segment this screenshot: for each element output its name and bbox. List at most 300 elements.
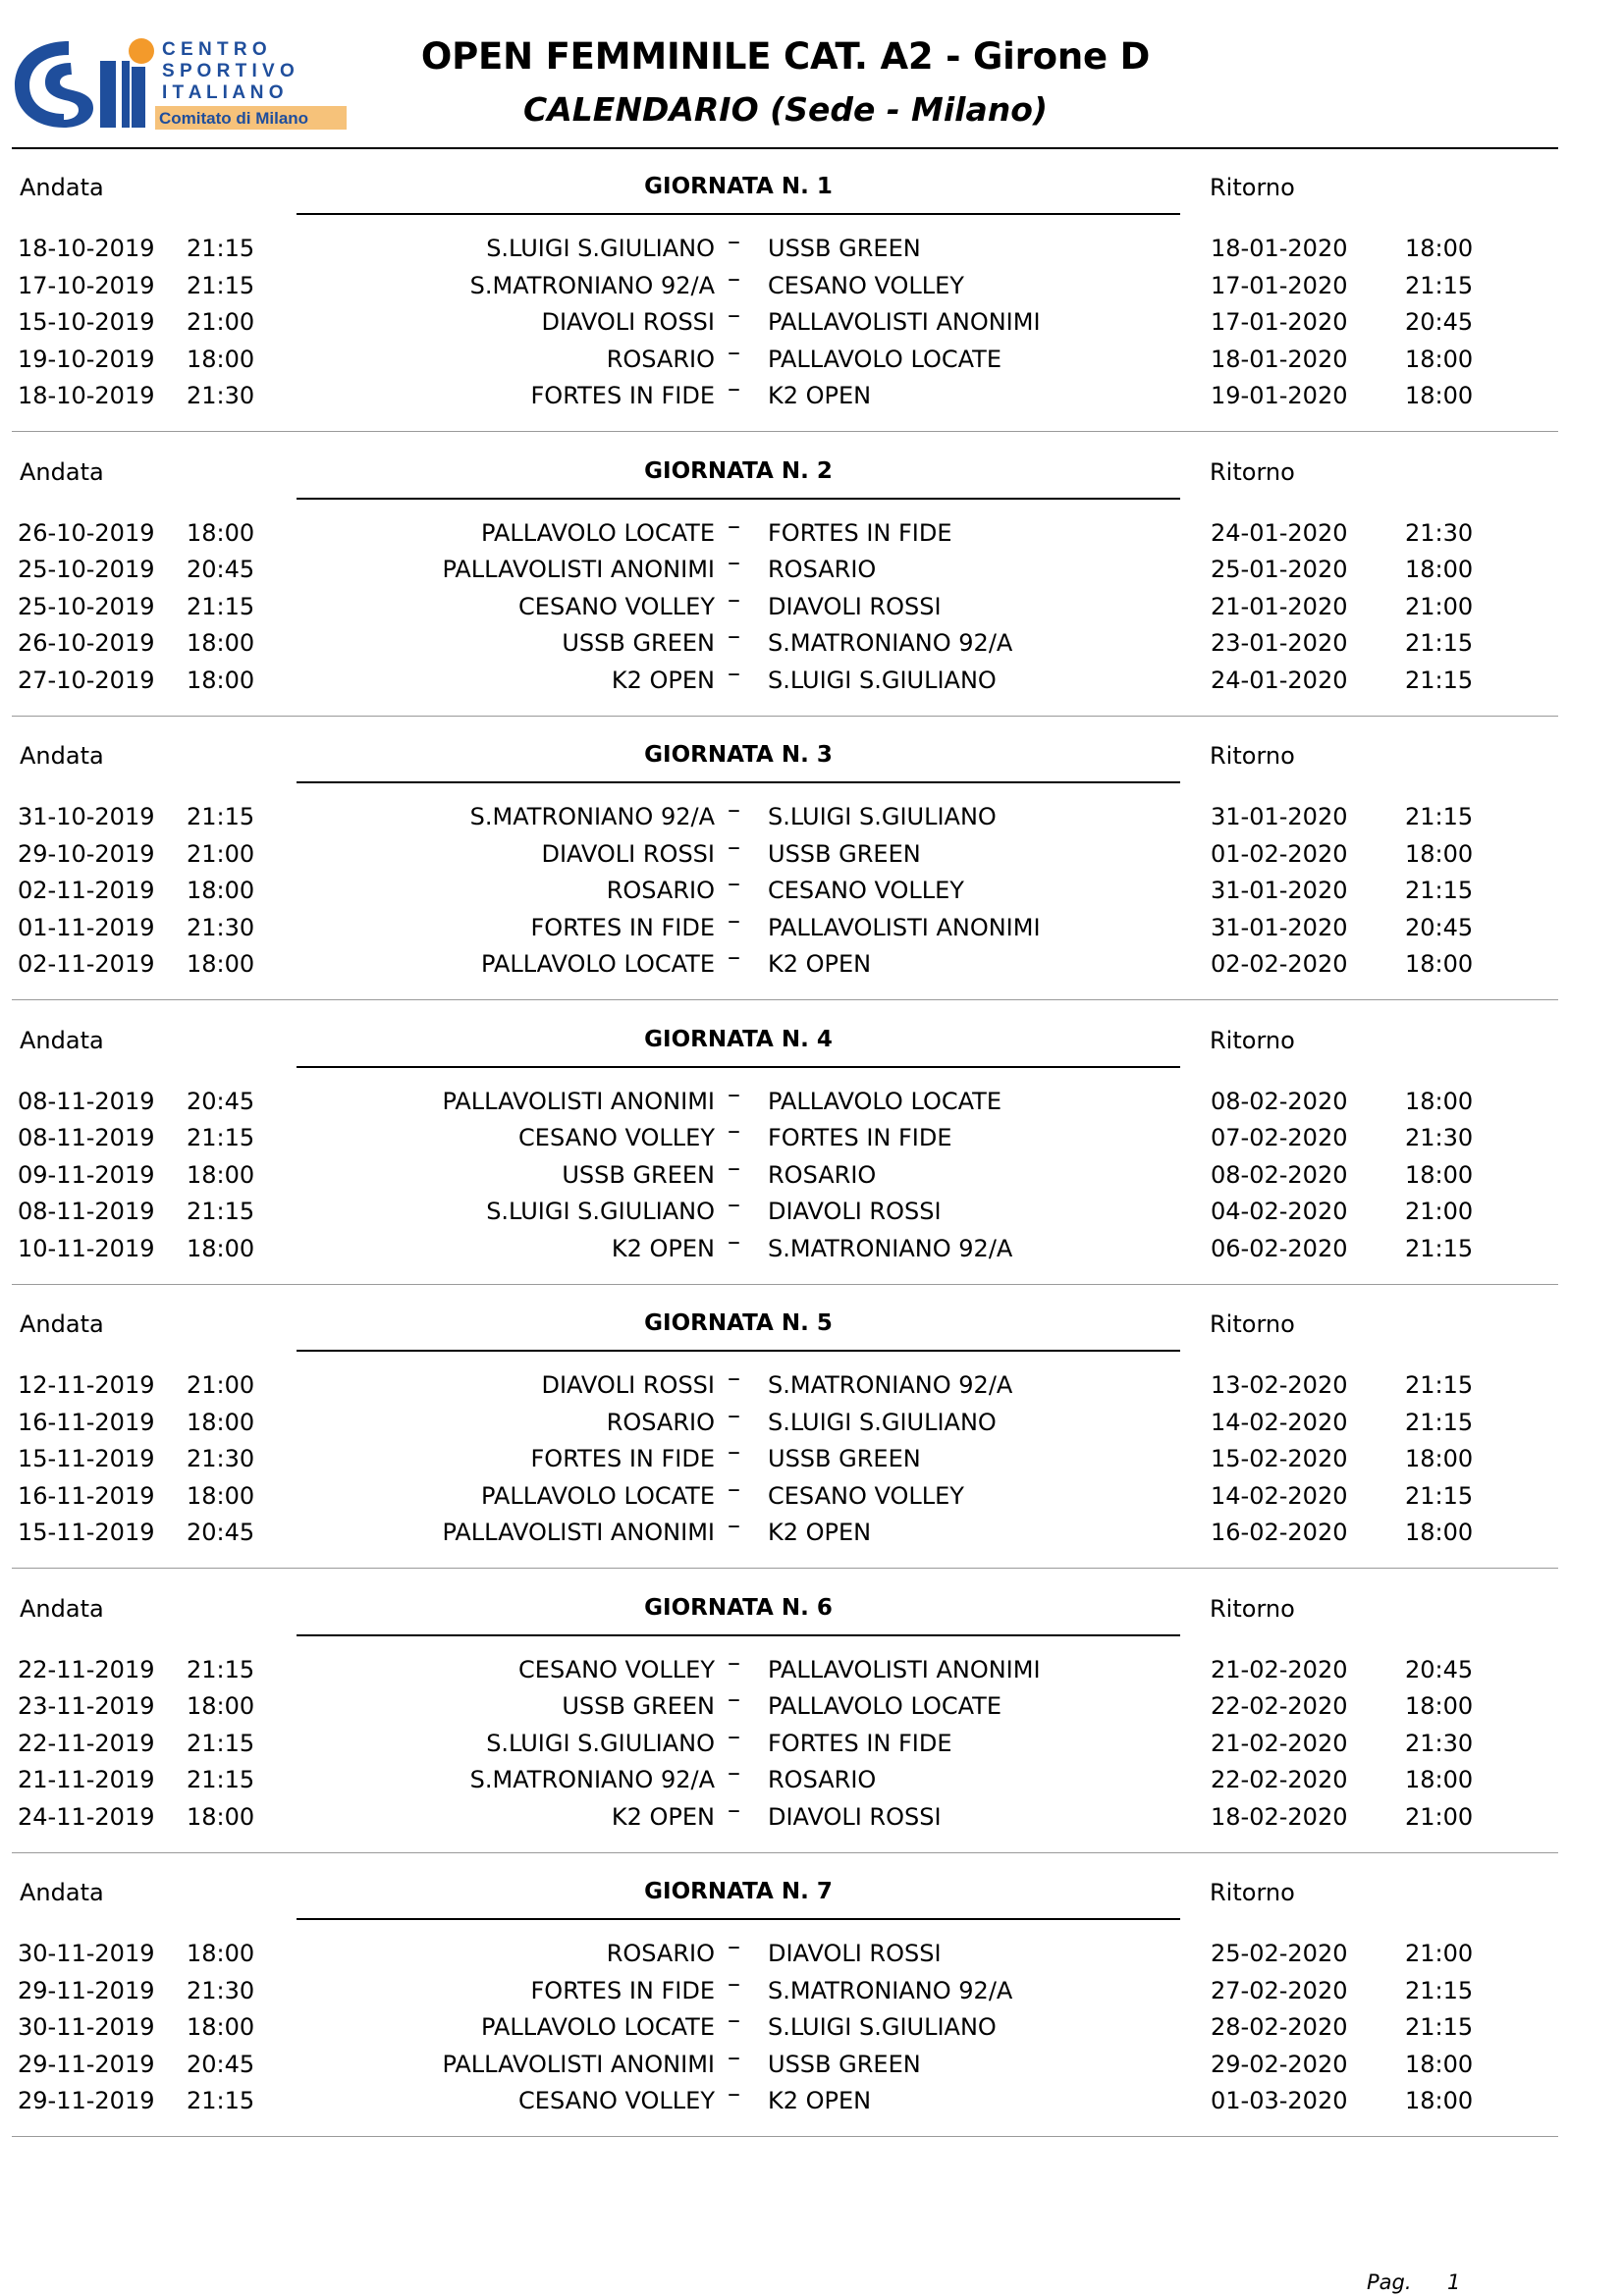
- return-leg-date: 08-02-2020: [1211, 1160, 1348, 1189]
- ritorno-label: Ritorno: [1210, 1594, 1295, 1623]
- match-row: [0, 227, 1623, 271]
- away-team: S.LUIGI S.GIULIANO: [768, 803, 997, 830]
- home-team: PALLAVOLISTI ANONIMI: [442, 1519, 715, 1547]
- match-row: [0, 548, 1623, 592]
- return-leg-time: 18:00: [1405, 1692, 1474, 1721]
- vs-dash: –: [728, 374, 740, 404]
- first-leg-date: 29-11-2019: [18, 1976, 155, 2004]
- home-team: ROSARIO: [606, 877, 715, 905]
- away-team: PALLAVOLISTI ANONIMI: [768, 913, 1041, 941]
- first-leg-date: 29-11-2019: [18, 2050, 155, 2078]
- return-leg-time: 21:15: [1405, 666, 1474, 694]
- vs-dash: –: [728, 658, 740, 688]
- vs-dash: –: [728, 1758, 740, 1789]
- match-row: [0, 658, 1623, 703]
- return-leg-date: 04-02-2020: [1211, 1198, 1348, 1226]
- return-leg-time: 18:00: [1405, 2050, 1474, 2078]
- match-row: [0, 621, 1623, 666]
- first-leg-time: 18:00: [187, 877, 255, 905]
- round-title: GIORNATA N. 6: [644, 1594, 833, 1621]
- vs-dash: –: [728, 1363, 740, 1393]
- first-leg-time: 18:00: [187, 1692, 255, 1721]
- first-leg-date: 18-10-2019: [18, 382, 155, 410]
- round-1: [0, 148, 1623, 431]
- return-leg-date: 25-02-2020: [1211, 1940, 1348, 1967]
- match-row: [0, 1400, 1623, 1445]
- return-leg-time: 21:00: [1405, 592, 1474, 620]
- away-team: FORTES IN FIDE: [768, 1729, 952, 1757]
- vs-dash: –: [728, 263, 740, 294]
- first-leg-date: 25-10-2019: [18, 556, 155, 584]
- home-team: FORTES IN FIDE: [530, 1976, 715, 2004]
- return-leg-date: 22-02-2020: [1211, 1692, 1348, 1721]
- return-leg-date: 17-01-2020: [1211, 308, 1348, 337]
- andata-label: Andata: [20, 1026, 104, 1054]
- return-leg-date: 21-02-2020: [1211, 1655, 1348, 1683]
- vs-dash: –: [728, 1473, 740, 1504]
- home-team: K2 OPEN: [611, 1802, 715, 1831]
- round-4: [0, 1001, 1623, 1284]
- match-row: [0, 1363, 1623, 1408]
- return-leg-date: 13-02-2020: [1211, 1371, 1348, 1399]
- away-team: S.MATRONIANO 92/A: [768, 1371, 1013, 1399]
- away-team: S.LUIGI S.GIULIANO: [768, 1408, 997, 1436]
- return-leg-date: 27-02-2020: [1211, 1976, 1348, 2004]
- first-leg-date: 09-11-2019: [18, 1160, 155, 1189]
- round-separator: [12, 2136, 1558, 2137]
- return-leg-date: 21-01-2020: [1211, 592, 1348, 620]
- first-leg-date: 30-11-2019: [18, 2013, 155, 2042]
- return-leg-time: 21:15: [1405, 1976, 1474, 2004]
- vs-dash: –: [728, 621, 740, 652]
- home-team: FORTES IN FIDE: [530, 382, 715, 410]
- match-row: [0, 1684, 1623, 1729]
- match-row: [0, 1116, 1623, 1160]
- round-2: [0, 433, 1623, 716]
- away-team: USSB GREEN: [768, 235, 921, 262]
- round-5: [0, 1285, 1623, 1568]
- round-6: [0, 1570, 1623, 1852]
- first-leg-date: 08-11-2019: [18, 1198, 155, 1226]
- away-team: USSB GREEN: [768, 1445, 921, 1473]
- return-leg-time: 18:00: [1405, 556, 1474, 584]
- andata-label: Andata: [20, 457, 104, 486]
- return-leg-date: 18-01-2020: [1211, 235, 1348, 262]
- home-team: S.LUIGI S.GIULIANO: [486, 1198, 715, 1226]
- return-leg-time: 21:15: [1405, 877, 1474, 905]
- return-leg-date: 18-02-2020: [1211, 1802, 1348, 1831]
- vs-dash: –: [728, 942, 740, 973]
- round-3: [0, 717, 1623, 999]
- vs-dash: –: [728, 337, 740, 367]
- match-row: [0, 510, 1623, 556]
- first-leg-date: 29-11-2019: [18, 2087, 155, 2115]
- page-subtitle: CALENDARIO (Sede - Milano): [523, 90, 1048, 129]
- return-leg-date: 14-02-2020: [1211, 1481, 1348, 1510]
- home-team: DIAVOLI ROSSI: [541, 1371, 715, 1399]
- match-row: [0, 584, 1623, 629]
- page-title: OPEN FEMMINILE CAT. A2 - Girone D: [420, 35, 1151, 78]
- vs-dash: –: [728, 905, 740, 935]
- match-row: [0, 2042, 1623, 2087]
- home-team: PALLAVOLISTI ANONIMI: [442, 556, 715, 584]
- first-leg-date: 30-11-2019: [18, 1940, 155, 1967]
- match-row: [0, 2079, 1623, 2123]
- first-leg-time: 18:00: [187, 1481, 255, 1510]
- ritorno-label: Ritorno: [1210, 457, 1295, 486]
- return-leg-date: 21-02-2020: [1211, 1729, 1348, 1757]
- return-leg-time: 21:30: [1405, 1124, 1474, 1152]
- away-team: CESANO VOLLEY: [768, 877, 964, 905]
- return-leg-date: 22-02-2020: [1211, 1766, 1348, 1794]
- return-leg-time: 18:00: [1405, 1519, 1474, 1547]
- first-leg-time: 21:00: [187, 839, 255, 868]
- return-leg-date: 19-01-2020: [1211, 382, 1348, 410]
- vs-dash: –: [728, 1116, 740, 1147]
- round-title-underline: [297, 1634, 1180, 1636]
- return-leg-date: 16-02-2020: [1211, 1519, 1348, 1547]
- ritorno-label: Ritorno: [1210, 742, 1295, 770]
- return-leg-date: 14-02-2020: [1211, 1408, 1348, 1436]
- home-team: PALLAVOLISTI ANONIMI: [442, 1087, 715, 1115]
- match-row: [0, 1079, 1623, 1124]
- home-team: K2 OPEN: [611, 666, 715, 694]
- return-leg-time: 21:00: [1405, 1198, 1474, 1226]
- first-leg-date: 15-10-2019: [18, 308, 155, 337]
- away-team: K2 OPEN: [768, 2087, 872, 2115]
- home-team: S.MATRONIANO 92/A: [469, 1766, 715, 1794]
- return-leg-date: 15-02-2020: [1211, 1445, 1348, 1473]
- first-leg-time: 21:15: [187, 1124, 255, 1152]
- return-leg-date: 18-01-2020: [1211, 345, 1348, 373]
- vs-dash: –: [728, 1684, 740, 1715]
- home-team: ROSARIO: [606, 1940, 715, 1967]
- away-team: USSB GREEN: [768, 839, 921, 868]
- return-leg-time: 21:15: [1405, 271, 1474, 299]
- first-leg-date: 26-10-2019: [18, 518, 155, 547]
- first-leg-date: 19-10-2019: [18, 345, 155, 373]
- home-team: S.MATRONIANO 92/A: [469, 803, 715, 830]
- away-team: CESANO VOLLEY: [768, 1481, 964, 1510]
- away-team: ROSARIO: [768, 1160, 877, 1189]
- away-team: PALLAVOLO LOCATE: [768, 1087, 1001, 1115]
- first-leg-date: 23-11-2019: [18, 1692, 155, 1721]
- logo-line-3: I T A L I A N O: [162, 82, 284, 103]
- match-row: [0, 300, 1623, 345]
- round-title: GIORNATA N. 1: [644, 174, 833, 199]
- first-leg-time: 18:00: [187, 950, 255, 979]
- first-leg-time: 18:00: [187, 666, 255, 694]
- home-team: FORTES IN FIDE: [530, 1445, 715, 1473]
- return-leg-date: 17-01-2020: [1211, 271, 1348, 299]
- first-leg-date: 21-11-2019: [18, 1766, 155, 1794]
- home-team: CESANO VOLLEY: [518, 2087, 715, 2115]
- first-leg-date: 12-11-2019: [18, 1371, 155, 1399]
- return-leg-date: 31-01-2020: [1211, 877, 1348, 905]
- first-leg-time: 21:15: [187, 271, 255, 299]
- away-team: DIAVOLI ROSSI: [768, 1198, 942, 1226]
- round-title-underline: [297, 1066, 1180, 1068]
- first-leg-time: 21:30: [187, 913, 255, 941]
- return-leg-time: 18:00: [1405, 1766, 1474, 1794]
- away-team: ROSARIO: [768, 556, 877, 584]
- first-leg-time: 21:15: [187, 2087, 255, 2115]
- first-leg-date: 26-10-2019: [18, 629, 155, 658]
- logo-line-2: S P O R T I V O: [162, 61, 295, 81]
- match-row: [0, 1758, 1623, 1802]
- match-row: [0, 1190, 1623, 1234]
- return-leg-time: 21:00: [1405, 1802, 1474, 1831]
- round-title: GIORNATA N. 2: [644, 457, 833, 484]
- home-team: ROSARIO: [606, 1408, 715, 1436]
- return-leg-time: 18:00: [1405, 839, 1474, 868]
- match-row: [0, 795, 1623, 839]
- return-leg-time: 18:00: [1405, 2087, 1474, 2115]
- vs-dash: –: [728, 300, 740, 331]
- home-team: USSB GREEN: [562, 1692, 715, 1721]
- return-leg-time: 18:00: [1405, 1087, 1474, 1115]
- return-leg-date: 01-02-2020: [1211, 839, 1348, 868]
- andata-label: Andata: [20, 1310, 104, 1338]
- first-leg-date: 02-11-2019: [18, 950, 155, 979]
- away-team: DIAVOLI ROSSI: [768, 1802, 942, 1831]
- first-leg-time: 21:15: [187, 1655, 255, 1683]
- vs-dash: –: [728, 869, 740, 899]
- home-team: ROSARIO: [606, 345, 715, 373]
- match-row: [0, 1932, 1623, 1976]
- vs-dash: –: [728, 1647, 740, 1678]
- first-leg-time: 20:45: [187, 1087, 255, 1115]
- first-leg-date: 27-10-2019: [18, 666, 155, 694]
- home-team: CESANO VOLLEY: [518, 1124, 715, 1152]
- first-leg-date: 22-11-2019: [18, 1655, 155, 1683]
- match-row: [0, 1226, 1623, 1271]
- away-team: USSB GREEN: [768, 2050, 921, 2078]
- match-row: [0, 1437, 1623, 1481]
- vs-dash: –: [728, 1794, 740, 1825]
- return-leg-time: 18:00: [1405, 950, 1474, 979]
- return-leg-time: 21:15: [1405, 629, 1474, 658]
- home-team: S.LUIGI S.GIULIANO: [486, 235, 715, 262]
- first-leg-date: 08-11-2019: [18, 1124, 155, 1152]
- home-team: PALLAVOLO LOCATE: [481, 950, 715, 979]
- first-leg-time: 20:45: [187, 556, 255, 584]
- return-leg-time: 18:00: [1405, 1445, 1474, 1473]
- vs-dash: –: [728, 548, 740, 578]
- first-leg-time: 18:00: [187, 518, 255, 547]
- return-leg-time: 21:15: [1405, 803, 1474, 830]
- vs-dash: –: [728, 2042, 740, 2072]
- return-leg-time: 21:30: [1405, 518, 1474, 547]
- return-leg-date: 24-01-2020: [1211, 518, 1348, 547]
- vs-dash: –: [728, 1226, 740, 1256]
- away-team: K2 OPEN: [768, 1519, 872, 1547]
- first-leg-date: 24-11-2019: [18, 1802, 155, 1831]
- match-row: [0, 1721, 1623, 1766]
- round-title-underline: [297, 213, 1180, 215]
- away-team: PALLAVOLO LOCATE: [768, 345, 1001, 373]
- match-row: [0, 1794, 1623, 1840]
- home-team: PALLAVOLO LOCATE: [481, 518, 715, 547]
- round-title: GIORNATA N. 5: [644, 1310, 833, 1336]
- logo-line-1: C E N T R O: [162, 39, 267, 60]
- first-leg-date: 18-10-2019: [18, 235, 155, 262]
- vs-dash: –: [728, 1079, 740, 1109]
- return-leg-date: 24-01-2020: [1211, 666, 1348, 694]
- return-leg-time: 20:45: [1405, 1655, 1474, 1683]
- return-leg-time: 18:00: [1405, 1160, 1474, 1189]
- home-team: FORTES IN FIDE: [530, 913, 715, 941]
- away-team: K2 OPEN: [768, 382, 872, 410]
- away-team: CESANO VOLLEY: [768, 271, 964, 299]
- match-row: [0, 1647, 1623, 1692]
- away-team: S.MATRONIANO 92/A: [768, 1234, 1013, 1262]
- ritorno-label: Ritorno: [1210, 1879, 1295, 1906]
- home-team: PALLAVOLO LOCATE: [481, 1481, 715, 1510]
- vs-dash: –: [728, 1511, 740, 1541]
- home-team: DIAVOLI ROSSI: [541, 839, 715, 868]
- andata-label: Andata: [20, 174, 104, 201]
- match-row: [0, 1473, 1623, 1519]
- first-leg-time: 18:00: [187, 1802, 255, 1831]
- home-team: USSB GREEN: [562, 629, 715, 658]
- return-leg-time: 21:30: [1405, 1729, 1474, 1757]
- return-leg-time: 18:00: [1405, 235, 1474, 262]
- return-leg-date: 29-02-2020: [1211, 2050, 1348, 2078]
- match-row: [0, 869, 1623, 913]
- first-leg-date: 25-10-2019: [18, 592, 155, 620]
- home-team: CESANO VOLLEY: [518, 1655, 715, 1683]
- first-leg-time: 18:00: [187, 1940, 255, 1967]
- away-team: FORTES IN FIDE: [768, 1124, 952, 1152]
- first-leg-date: 17-10-2019: [18, 271, 155, 299]
- first-leg-time: 21:30: [187, 1976, 255, 2004]
- match-row: [0, 263, 1623, 308]
- first-leg-time: 21:00: [187, 1371, 255, 1399]
- first-leg-time: 21:15: [187, 1198, 255, 1226]
- away-team: PALLAVOLO LOCATE: [768, 1692, 1001, 1721]
- vs-dash: –: [728, 795, 740, 825]
- return-leg-date: 02-02-2020: [1211, 950, 1348, 979]
- home-team: PALLAVOLO LOCATE: [481, 2013, 715, 2042]
- return-leg-date: 08-02-2020: [1211, 1087, 1348, 1115]
- first-leg-time: 18:00: [187, 1160, 255, 1189]
- home-team: S.LUIGI S.GIULIANO: [486, 1729, 715, 1757]
- return-leg-date: 31-01-2020: [1211, 803, 1348, 830]
- return-leg-time: 21:15: [1405, 2013, 1474, 2042]
- first-leg-time: 18:00: [187, 345, 255, 373]
- vs-dash: –: [728, 584, 740, 614]
- vs-dash: –: [728, 1932, 740, 1961]
- return-leg-time: 21:15: [1405, 1234, 1474, 1262]
- home-team: PALLAVOLISTI ANONIMI: [442, 2050, 715, 2078]
- first-leg-time: 21:15: [187, 1766, 255, 1794]
- match-row: [0, 905, 1623, 950]
- return-leg-time: 20:45: [1405, 913, 1474, 941]
- vs-dash: –: [728, 1190, 740, 1220]
- andata-label: Andata: [20, 1879, 104, 1906]
- round-title-underline: [297, 498, 1180, 500]
- first-leg-time: 18:00: [187, 1234, 255, 1262]
- first-leg-date: 15-11-2019: [18, 1519, 155, 1547]
- first-leg-date: 02-11-2019: [18, 877, 155, 905]
- return-leg-date: 23-01-2020: [1211, 629, 1348, 658]
- first-leg-time: 20:45: [187, 2050, 255, 2078]
- first-leg-date: 29-10-2019: [18, 839, 155, 868]
- page-number: 1: [1447, 2270, 1461, 2294]
- away-team: DIAVOLI ROSSI: [768, 592, 942, 620]
- away-team: PALLAVOLISTI ANONIMI: [768, 1655, 1041, 1683]
- csi-logo: [10, 31, 349, 133]
- return-leg-time: 21:15: [1405, 1371, 1474, 1399]
- match-row: [0, 831, 1623, 877]
- first-leg-time: 21:15: [187, 803, 255, 830]
- return-leg-time: 20:45: [1405, 308, 1474, 337]
- first-leg-time: 21:15: [187, 235, 255, 262]
- ritorno-label: Ritorno: [1210, 1310, 1295, 1338]
- first-leg-time: 21:15: [187, 1729, 255, 1757]
- round-title-underline: [297, 1918, 1180, 1920]
- vs-dash: –: [728, 2005, 740, 2036]
- away-team: K2 OPEN: [768, 950, 872, 979]
- first-leg-time: 20:45: [187, 1519, 255, 1547]
- match-row: [0, 337, 1623, 382]
- andata-label: Andata: [20, 742, 104, 770]
- ritorno-label: Ritorno: [1210, 174, 1295, 201]
- first-leg-time: 21:00: [187, 308, 255, 337]
- return-leg-time: 18:00: [1405, 345, 1474, 373]
- home-team: USSB GREEN: [562, 1160, 715, 1189]
- vs-dash: –: [728, 1968, 740, 1999]
- vs-dash: –: [728, 1721, 740, 1751]
- vs-dash: –: [728, 227, 740, 256]
- vs-dash: –: [728, 1437, 740, 1468]
- return-leg-date: 06-02-2020: [1211, 1234, 1348, 1262]
- page-label: Pag.: [1367, 2270, 1412, 2294]
- vs-dash: –: [728, 1152, 740, 1183]
- away-team: S.MATRONIANO 92/A: [768, 629, 1013, 658]
- return-leg-date: 28-02-2020: [1211, 2013, 1348, 2042]
- away-team: ROSARIO: [768, 1766, 877, 1794]
- logo-line-4: Comitato di Milano: [159, 109, 309, 128]
- ritorno-label: Ritorno: [1210, 1026, 1295, 1054]
- first-leg-date: 15-11-2019: [18, 1445, 155, 1473]
- round-title: GIORNATA N. 3: [644, 742, 833, 768]
- first-leg-date: 10-11-2019: [18, 1234, 155, 1262]
- away-team: DIAVOLI ROSSI: [768, 1940, 942, 1967]
- first-leg-date: 16-11-2019: [18, 1408, 155, 1436]
- home-team: S.MATRONIANO 92/A: [469, 271, 715, 299]
- first-leg-time: 18:00: [187, 629, 255, 658]
- first-leg-time: 21:30: [187, 382, 255, 410]
- first-leg-time: 18:00: [187, 2013, 255, 2042]
- match-row: [0, 1968, 1623, 2013]
- return-leg-time: 21:00: [1405, 1940, 1474, 1967]
- round-title: GIORNATA N. 7: [644, 1879, 833, 1904]
- return-leg-date: 25-01-2020: [1211, 556, 1348, 584]
- first-leg-time: 21:15: [187, 592, 255, 620]
- away-team: S.LUIGI S.GIULIANO: [768, 666, 997, 694]
- vs-dash: –: [728, 1400, 740, 1430]
- return-leg-time: 21:15: [1405, 1408, 1474, 1436]
- round-title: GIORNATA N. 4: [644, 1026, 833, 1052]
- match-row: [0, 1511, 1623, 1555]
- round-title-underline: [297, 1350, 1180, 1352]
- match-row: [0, 2005, 1623, 2050]
- match-row: [0, 1152, 1623, 1198]
- first-leg-date: 22-11-2019: [18, 1729, 155, 1757]
- andata-label: Andata: [20, 1594, 104, 1623]
